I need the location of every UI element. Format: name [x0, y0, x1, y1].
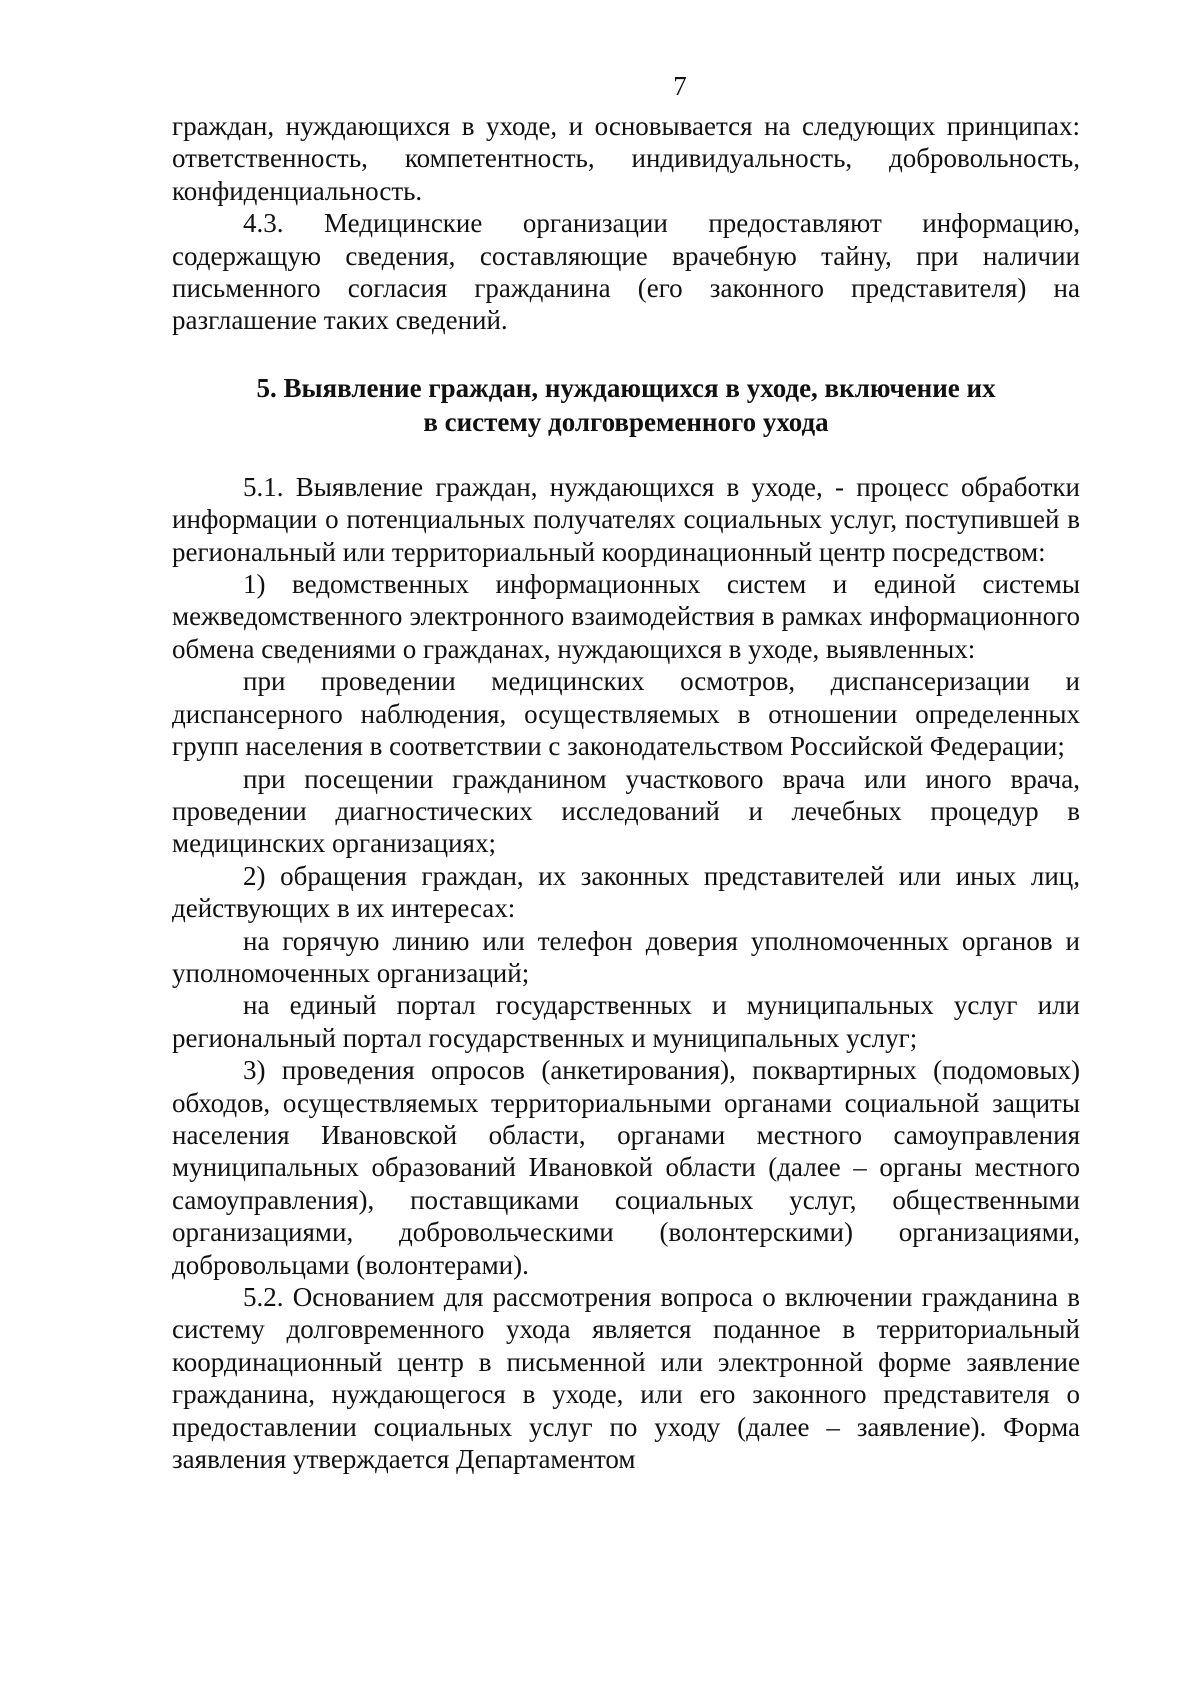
paragraph-5-2: 5.2. Основанием для рассмотрения вопроса о включении гражданина в систему долговременного ухода является поданное в территориальный координационный центр в письменной или электронной форме заявление гражданина, нуждающегося в уходе, или его законного представителя о предоставлении социальных услуг по уходу (далее – заявление). Форма заявления утверждается Департаментом	[172, 1282, 1080, 1475]
list-item-2: 2) обращения граждан, их законных представителей или иных лиц, действующих в их интересах:	[172, 860, 1080, 924]
sub-item-doctor-visit: при посещении гражданином участкового врача или иного врача, проведении диагностических исследований и лечебных процедур в медицинских организациях;	[172, 763, 1080, 859]
paragraph-5-1: 5.1. Выявление граждан, нуждающихся в уходе, - процесс обработки информации о потенциальных получателях социальных услуг, поступившей в региональный или территориальный координационный центр посредством:	[172, 471, 1080, 567]
sub-item-hotline: на горячую линию или телефон доверия уполномоченных органов и уполномоченных организаций;	[172, 925, 1080, 988]
section-5-title	[172, 371, 1080, 439]
list-item-3: 3) проведения опросов (анкетирования), поквартирных (подомовых) обходов, осуществляемых территориальными органами социальной защиты населения Ивановской области, органами местного самоуправления муниципальных образований Ивановкой области (далее – органы местного самоуправления), поставщиками социальных услуг, общественными организациями, добровольческими (волонтерскими) организациями, добровольцами (волонтерами).	[172, 1055, 1080, 1280]
sub-item-medical-exams: при проведении медицинских осмотров, диспансеризации и диспансерного наблюдения, осуществляемых в отношении определенных групп населения в соответствии с законодательством Российской Федерации;	[172, 666, 1080, 762]
sub-item-portal: на единый портал государственных и муниципальных услуг или региональный портал государственных и муниципальных услуг;	[172, 990, 1080, 1053]
continuation-paragraph: граждан, нуждающихся в уходе, и основывается на следующих принципах: ответственность, компетентность, индивидуальность, добровольность, конфиденциальность.	[172, 111, 1080, 206]
section-5-title-line-2: в систему долговременного ухода	[423, 406, 829, 437]
paragraph-4-3: 4.3. Медицинские организации предоставляют информацию, содержащую сведения, составляющие врачебную тайну, при наличии письменного согласия гражданина (его законного представителя) на разглашение таких сведений.	[172, 208, 1080, 336]
page-number: 7	[673, 71, 687, 101]
list-item-1: 1) ведомственных информационных систем и единой системы межведомственного электронного взаимодействия в рамках информационного обмена сведениями о гражданах, нуждающихся в уходе, выявленных:	[172, 569, 1080, 664]
section-5-title-line-1: 5. Выявление граждан, нуждающихся в уходе, включение их	[256, 372, 996, 403]
document-page	[172, 70, 1080, 1475]
